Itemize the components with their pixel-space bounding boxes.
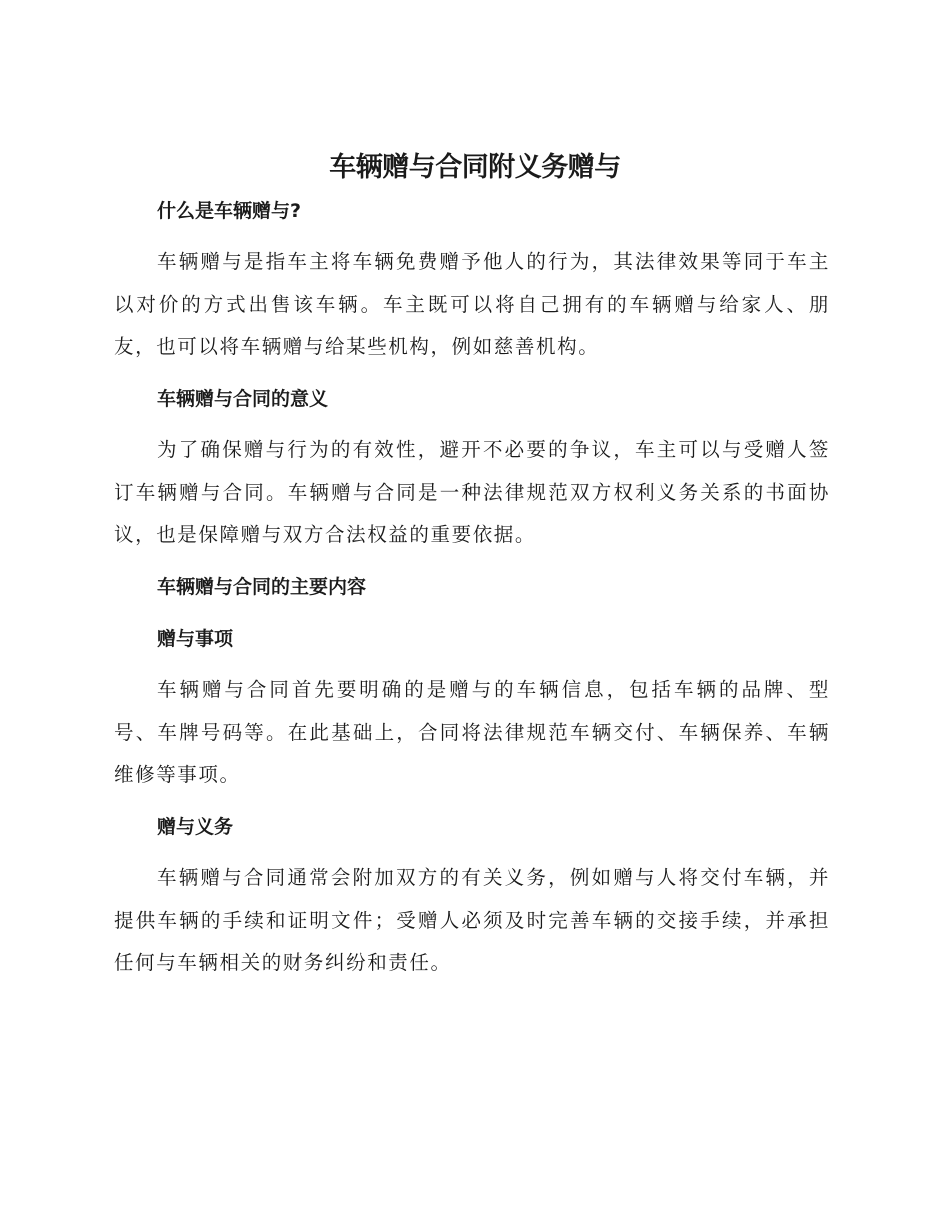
section-paragraph-gift-obligations: 车辆赠与合同通常会附加双方的有关义务，例如赠与人将交付车辆，并提供车辆的手续和证明文件；受赠人必须及时完善车辆的交接手续，并承担任何与车辆相关的财务纠纷和责任。 (114, 866, 830, 974)
section-heading-significance: 车辆赠与合同的意义 (157, 388, 329, 410)
document-title: 车辆赠与合同附义务赠与 (329, 152, 621, 183)
section-heading-gift-obligations: 赠与义务 (157, 816, 234, 838)
section-paragraph-gift-items: 车辆赠与合同首先要明确的是赠与的车辆信息，包括车辆的品牌、型号、车牌号码等。在此基础上，合同将法律规范车辆交付、车辆保养、车辆维修等事项。 (114, 678, 830, 786)
section-heading-main-contents: 车辆赠与合同的主要内容 (157, 576, 367, 598)
section-paragraph-significance: 为了确保赠与行为的有效性，避开不必要的争议，车主可以与受赠人签订车辆赠与合同。车辆赠与合同是一种法律规范双方权利义务关系的书面协议，也是保障赠与双方合法权益的重要依据。 (114, 438, 830, 546)
section-heading-gift-items: 赠与事项 (157, 628, 234, 650)
section-paragraph-what-is-gift: 车辆赠与是指车主将车辆免费赠予他人的行为，其法律效果等同于车主以对价的方式出售该车辆。车主既可以将自己拥有的车辆赠与给家人、朋友，也可以将车辆赠与给某些机构，例如慈善机构。 (114, 250, 830, 358)
section-heading-what-is-gift: 什么是车辆赠与? (157, 200, 302, 222)
